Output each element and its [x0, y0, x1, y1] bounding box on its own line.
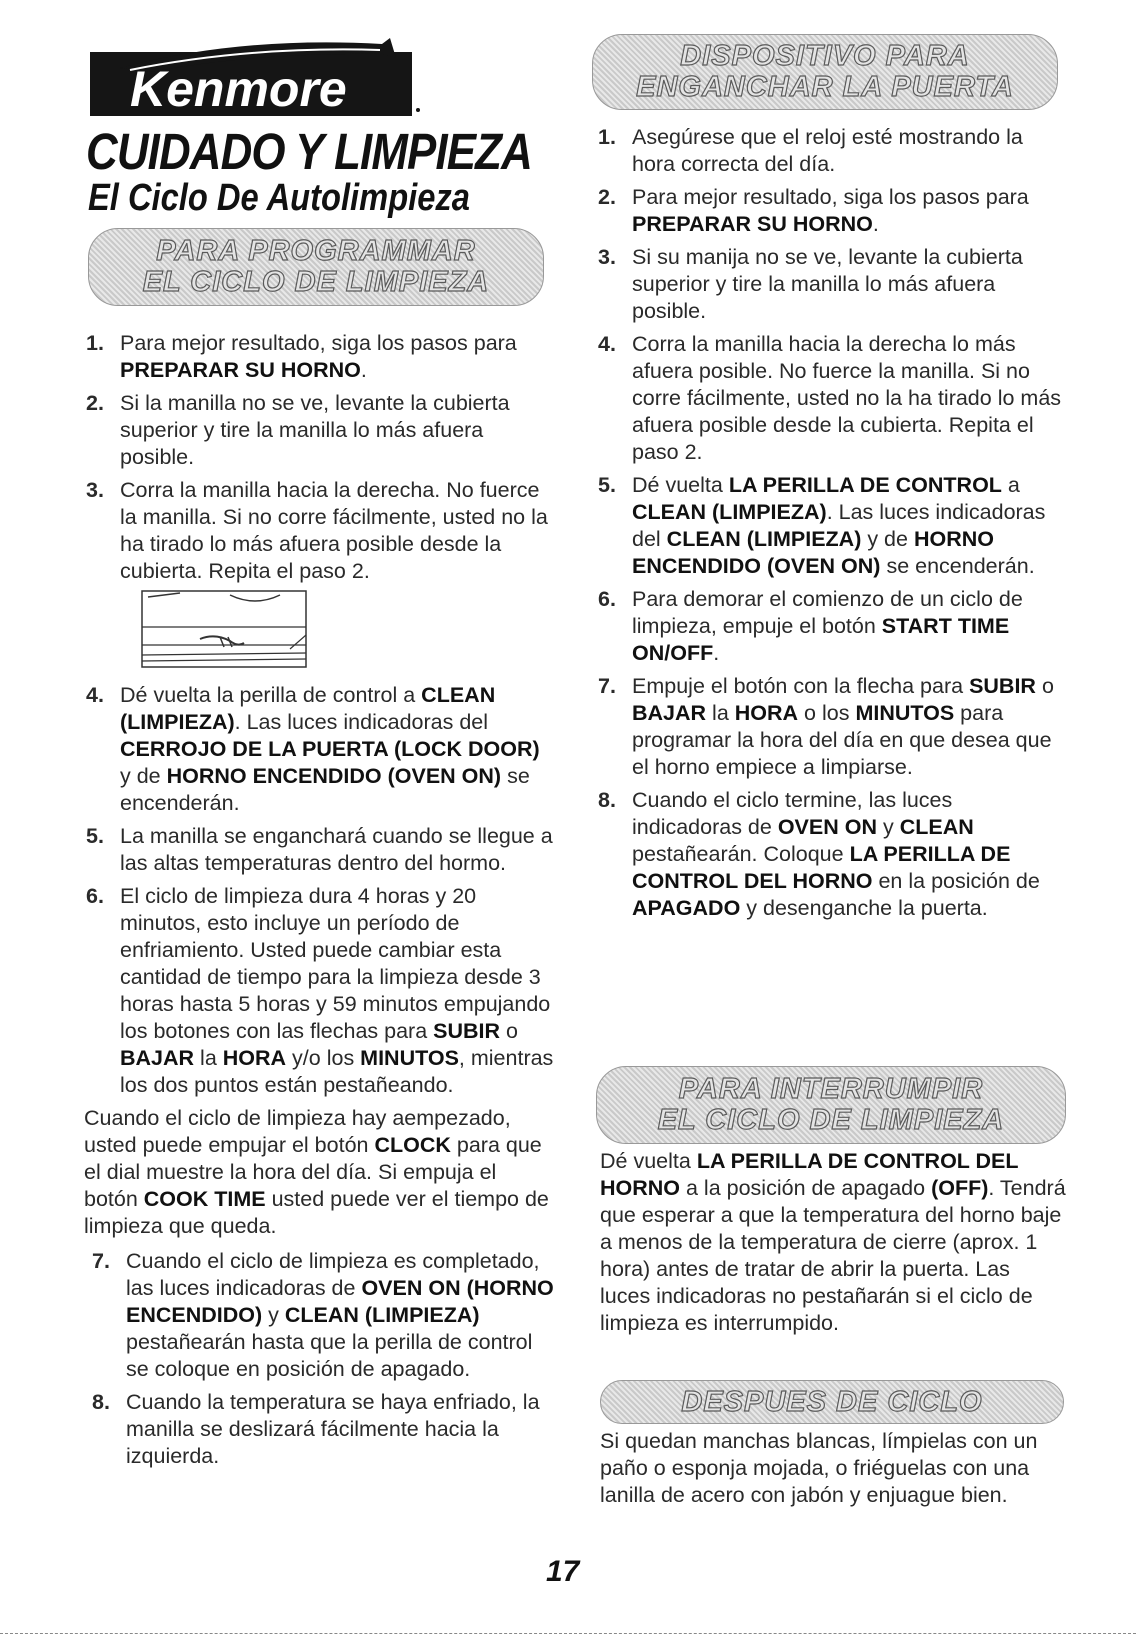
left-column	[86, 330, 556, 1476]
page-edge-divider	[0, 1633, 1136, 1634]
banner-line: EL CICLO DE LIMPIEZA	[657, 1104, 1005, 1136]
banner-after-cycle	[600, 1380, 1064, 1424]
svg-text:Kenmore: Kenmore	[130, 61, 347, 117]
banner-line: EL CICLO DE LIMPIEZA	[142, 266, 490, 298]
interrupt-paragraph: Dé vuelta LA PERILLA DE CONTROL DEL HORNO a la posición de apagado (OFF). Tendrá que esperar a que la temperatura del horno baje a menos de la temperatura de cierre (aprox. 1 hora) antes de tratar de abrir la puerta. Las luces indicadoras no pestañarán si el ciclo de limpieza es interrumpido.	[600, 1149, 1066, 1335]
list-item: 3. Corra la manilla hacia la derecha. No fuerce la manilla. Si no corre fácilmente, usted no la ha tirado lo más afuera posible desde la cubierta. Repita el paso 2.	[86, 477, 556, 676]
banner-door-lock	[592, 34, 1058, 110]
banner-program-cycle	[88, 228, 544, 306]
list-item: 8. Cuando el ciclo termine, las luces indicadoras de OVEN ON y CLEAN pestañearán. Coloque LA PERILLA DE CONTROL DEL HORNO en la posición de APAGADO y desenganche la puerta.	[598, 788, 1040, 920]
list-item: 5. La manilla se enganchará cuando se llegue a las altas temperaturas dentro del hormo.	[86, 824, 553, 875]
banner-line: PARA PROGRAMMAR	[156, 235, 476, 267]
door-latch-diagram	[140, 589, 310, 676]
page-subtitle: El Ciclo De Autolimpieza	[88, 177, 470, 219]
banner-line: PARA INTERRUMPIR	[678, 1073, 984, 1105]
page-title: CUIDADO Y LIMPIEZA	[86, 123, 532, 180]
banner-line: ENGANCHAR LA PUERTA	[636, 71, 1014, 103]
list-item: 2. Si la manilla no se ve, levante la cubierta superior y tire la manilla lo más afuera posible.	[86, 391, 510, 469]
list-item: 7. Cuando el ciclo de limpieza es completado, las luces indicadoras de OVEN ON (HORNO ENCENDIDO) y CLEAN (LIMPIEZA) pestañearán hasta que la perilla de control se coloque en posición de apagado.	[92, 1249, 554, 1381]
banner-interrupt-cycle	[596, 1066, 1066, 1144]
page-number: 17	[546, 1555, 580, 1588]
kenmore-logo	[90, 38, 425, 118]
paragraph-clock: Cuando el ciclo de limpieza hay aempezado, usted puede empujar el botón CLOCK para que el dial muestre la hora del día. Si empuja el botón COOK TIME usted puede ver el tiempo de limpieza que queda.	[84, 1106, 549, 1238]
list-item: 6. El ciclo de limpieza dura 4 horas y 20 minutos, esto incluye un período de enfriamiento. Usted puede cambiar esta cantidad de tiempo para la limpieza desde 3 horas hasta 5 horas y 59 minutos empujando los botones con las flechas para SUBIR o BAJAR la HORA y/o los MINUTOS, mientras los dos puntos están pestañeando.	[86, 884, 554, 1097]
after-paragraph: Si quedan manchas blancas, límpielas con un paño o esponja mojada, o friéguelas con una lanilla de acero con jabón y enjuague bien.	[600, 1429, 1038, 1507]
list-item: 1. Asegúrese que el reloj esté mostrando la hora correcta del día.	[598, 125, 1023, 176]
list-item: 6. Para demorar el comienzo de un ciclo de limpieza, empuje el botón START TIME ON/OFF.	[598, 587, 1023, 665]
list-item: 7. Empuje el botón con la flecha para SUBIR o BAJAR la HORA o los MINUTOS para programar la hora del día en que desea que el horno empiece a limpiarse.	[598, 674, 1054, 779]
banner-line: DESPUES DE CICLO	[681, 1385, 983, 1418]
list-item: 2. Para mejor resultado, siga los pasos para PREPARAR SU HORNO.	[598, 185, 1029, 236]
list-item: 4. Corra la manilla hacia la derecha lo más afuera posible. No fuerce la manilla. Si no corre fácilmente, usted no la ha tirado lo más afuera posible desde la cubierta. Repita el paso 2.	[598, 332, 1062, 464]
right-column	[598, 124, 1068, 928]
list-item: 5. Dé vuelta LA PERILLA DE CONTROL a CLEAN (LIMPIEZA). Las luces indicadoras del CLEAN (LIMPIEZA) y de HORNO ENCENDIDO (OVEN ON) se encenderán.	[598, 473, 1046, 578]
list-item: 3. Si su manija no se ve, levante la cubierta superior y tire la manilla lo más afuera posible.	[598, 245, 1023, 323]
list-item: 1. Para mejor resultado, siga los pasos para PREPARAR SU HORNO.	[86, 331, 517, 382]
list-item: 4. Dé vuelta la perilla de control a CLEAN (LIMPIEZA). Las luces indicadoras del CERROJO DE LA PUERTA (LOCK DOOR) y de HORNO ENCENDIDO (OVEN ON) se encenderán.	[86, 683, 540, 815]
list-item: 8. Cuando la temperatura se haya enfriado, la manilla se deslizará fácilmente hacia la izquierda.	[92, 1390, 540, 1468]
banner-line: DISPOSITIVO PARA	[680, 40, 970, 72]
